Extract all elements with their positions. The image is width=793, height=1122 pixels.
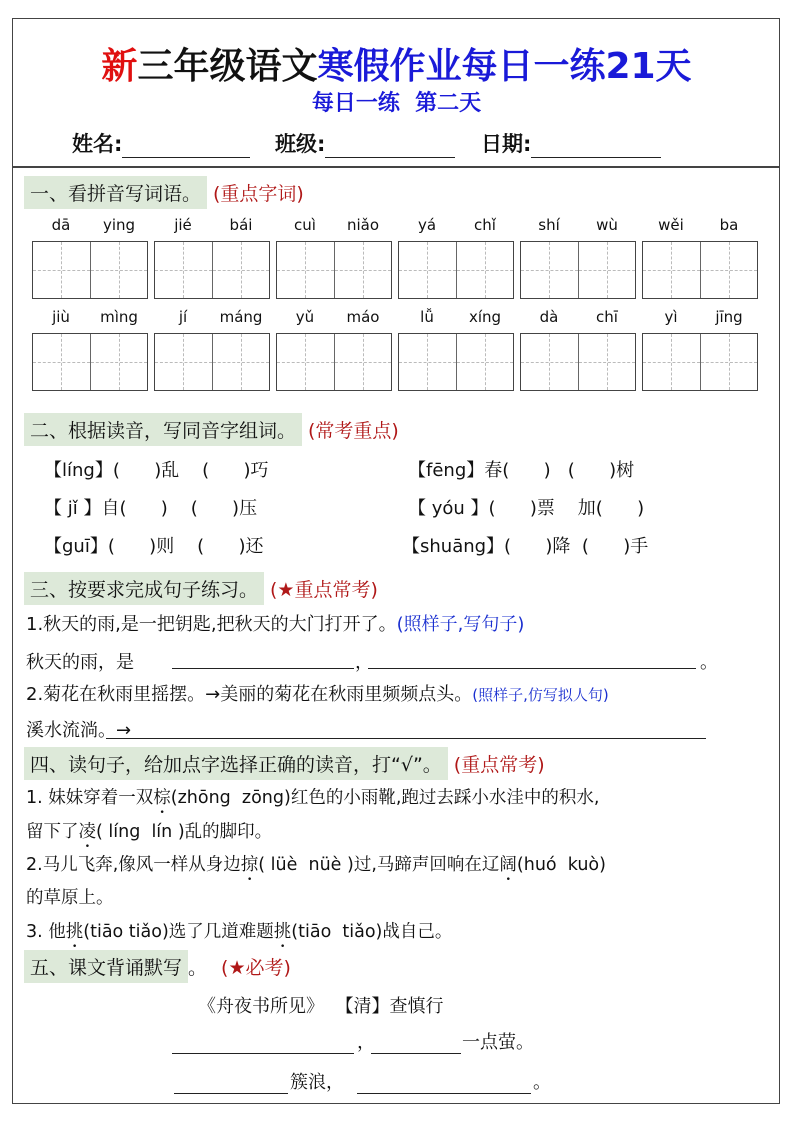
character-box-pair (642, 241, 758, 299)
homophone-item: 【 jǐ 】自( ) ( )压 (44, 498, 258, 519)
writing-cell[interactable] (701, 334, 758, 390)
sentence-text: (huó kuò) (516, 855, 606, 875)
name-label: 姓名: (72, 132, 123, 156)
title-part: 新 (101, 46, 138, 87)
pinyin-label: máng (219, 308, 263, 326)
poem-blank[interactable] (174, 1093, 288, 1094)
section-title: 四、读句子，给加点字选择正确的读音，打“√”。 (24, 747, 448, 780)
section-1-header (24, 176, 304, 209)
pinyin-label: wù (596, 216, 618, 234)
dotted-character: 挑 (273, 922, 292, 942)
writing-cell[interactable] (457, 334, 514, 390)
character-box-pair (154, 333, 270, 391)
class-field[interactable] (275, 128, 455, 158)
pinyin-label: cuì (294, 216, 316, 234)
dotted-character: 挑 (65, 922, 84, 942)
pinyin-label: shí (538, 216, 560, 234)
sentence-text: ( lüè nüè )过,马蹄声回响在辽 (258, 855, 500, 875)
poem-text: 簇浪， (290, 1072, 344, 1093)
writing-cell[interactable] (579, 334, 636, 390)
poem-blank[interactable] (371, 1053, 461, 1054)
pinyin-label: jié (174, 216, 192, 234)
character-box-pair (520, 241, 636, 299)
section-tag: (★必考) (221, 957, 291, 979)
section-3-header (24, 572, 378, 605)
pinyin-label: chī (596, 308, 618, 326)
homophone-item: 【fēng】春( ) ( )树 (408, 460, 635, 481)
writing-cell[interactable] (643, 334, 701, 390)
question-text: 1.秋天的雨,是一把钥匙,把秋天的大门打开了。 (26, 614, 397, 635)
section-tag: (常考重点) (308, 420, 399, 442)
section-tag: (重点常考) (453, 754, 545, 776)
answer-prompt: 秋天的雨，是 (26, 652, 134, 673)
writing-cell[interactable] (91, 334, 148, 390)
section-4-header (24, 747, 545, 780)
sentence-text: 2.马儿飞奔,像风一样从身边 (26, 855, 241, 875)
writing-cell[interactable] (335, 242, 392, 298)
pinyin-label: bái (229, 216, 253, 234)
section-2-header (24, 413, 399, 446)
worksheet-subtitle: 每日一练 第二天 (311, 91, 482, 116)
question-hint: (照样子,仿写拟人句) (472, 686, 609, 704)
date-label: 日期: (481, 132, 532, 156)
reading-line (26, 818, 272, 852)
writing-cell[interactable] (521, 242, 579, 298)
pinyin-label: jīng (715, 308, 743, 326)
writing-cell[interactable] (155, 334, 213, 390)
section-title: 二、根据读音，写同音字组词。 (24, 413, 302, 446)
pinyin-label: mìng (100, 308, 138, 326)
writing-cell[interactable] (579, 242, 636, 298)
sentence-text: (tiāo tiǎo)战自己。 (291, 922, 453, 942)
section-tag: (重点字词) (213, 183, 304, 205)
date-blank[interactable] (531, 133, 661, 158)
writing-cell[interactable] (33, 334, 91, 390)
writing-cell[interactable] (213, 242, 270, 298)
writing-cell[interactable] (155, 242, 213, 298)
sentence-text: ( líng lín )乱的脚印。 (96, 822, 273, 842)
reading-line (26, 851, 606, 885)
pinyin-label: xíng (468, 308, 502, 326)
question-3-2 (26, 680, 609, 706)
pinyin-label: yá (417, 216, 437, 234)
character-box-pair (276, 333, 392, 391)
title-part: 三年级语文 (137, 46, 318, 87)
character-box-pair (642, 333, 758, 391)
writing-cell[interactable] (457, 242, 514, 298)
title-part: 寒假作业每日一练21天 (317, 46, 692, 87)
writing-cell[interactable] (213, 334, 270, 390)
writing-cell[interactable] (399, 334, 457, 390)
poem-blank[interactable] (357, 1093, 531, 1094)
homophone-item: 【líng】( )乱 ( )巧 (44, 460, 269, 481)
pinyin-label: chǐ (474, 216, 496, 234)
section-title: 一、看拼音写词语。 (24, 176, 207, 209)
answer-blank[interactable] (368, 668, 696, 669)
character-box-pair (520, 333, 636, 391)
reading-line (26, 884, 114, 909)
writing-cell[interactable] (335, 334, 392, 390)
writing-cell[interactable] (91, 242, 148, 298)
question-text: 2.菊花在秋雨里摇摆。→美丽的菊花在秋雨里频频点头。 (26, 684, 473, 705)
date-field[interactable] (481, 128, 661, 158)
dotted-character: 掠 (240, 855, 259, 875)
answer-blank[interactable] (106, 738, 466, 739)
header-divider (12, 166, 780, 168)
poem-title: 《舟夜书所见》 【清】查慎行 (198, 996, 444, 1017)
punct: 。 (700, 652, 718, 673)
name-blank[interactable] (122, 133, 250, 158)
sentence-text: (tiāo tiǎo)选了几道难题 (83, 922, 274, 942)
homophone-item: 【 yóu 】( )票 加( ) (408, 498, 645, 519)
pinyin-label: lǚ (420, 308, 434, 326)
sentence-text: (zhōng zōng)红色的小雨靴,跑过去踩小水洼中的积水, (170, 788, 600, 808)
question-3-1 (26, 610, 524, 636)
writing-cell[interactable] (643, 242, 701, 298)
pinyin-label: yì (664, 308, 678, 326)
sentence-text: 留下了 (26, 822, 79, 842)
character-box-pair (398, 333, 514, 391)
answer-blank[interactable] (172, 668, 354, 669)
poem-text: 一点萤。 (462, 1032, 534, 1053)
pinyin-label: yǔ (295, 308, 315, 326)
punct: 。 (188, 957, 208, 979)
writing-cell[interactable] (701, 242, 758, 298)
answer-prompt: 溪水流淌。→ (26, 720, 132, 741)
pinyin-label: jiù (52, 308, 70, 326)
reading-line (26, 784, 599, 818)
answer-blank[interactable] (466, 738, 706, 739)
writing-cell[interactable] (277, 242, 335, 298)
homophone-item: 【shuāng】( )降 ( )手 (402, 536, 649, 557)
writing-cell[interactable] (399, 242, 457, 298)
section-title: 五、课文背诵默写 (24, 950, 188, 983)
character-box-pair (32, 333, 148, 391)
class-label: 班级: (275, 132, 326, 156)
poem-blank[interactable] (172, 1053, 354, 1054)
punct: 。 (533, 1072, 551, 1093)
punct: ， (355, 652, 373, 673)
pinyin-label: máo (346, 308, 380, 326)
pinyin-label: wěi (658, 216, 684, 234)
sentence-text: 1. 妹妹穿着一双 (26, 788, 154, 808)
pinyin-label: jí (178, 308, 188, 326)
character-box-pair (32, 241, 148, 299)
section-5-header (24, 950, 291, 983)
question-hint: (照样子,写句子) (396, 614, 525, 635)
punct: ， (357, 1032, 375, 1053)
pinyin-label: ying (102, 216, 136, 234)
dotted-character: 凌 (78, 822, 96, 842)
name-field[interactable] (72, 128, 250, 158)
dotted-character: 棕 (153, 788, 171, 808)
pinyin-label: dā (51, 216, 71, 234)
writing-cell[interactable] (33, 242, 91, 298)
pinyin-label: niǎo (346, 216, 380, 234)
dotted-character: 阔 (499, 855, 517, 875)
sentence-text: 3. 他 (26, 922, 66, 942)
reading-line (26, 918, 452, 952)
character-box-pair (154, 241, 270, 299)
section-tag: (★重点常考) (270, 579, 378, 601)
section-title: 三、按要求完成句子练习。 (24, 572, 264, 605)
character-box-pair (398, 241, 514, 299)
sentence-text: 的草原上。 (26, 888, 114, 908)
pinyin-label: dà (539, 308, 559, 326)
character-box-pair (276, 241, 392, 299)
pinyin-label: ba (719, 216, 739, 234)
writing-cell[interactable] (521, 334, 579, 390)
class-blank[interactable] (325, 133, 455, 158)
worksheet-title (0, 38, 793, 89)
homophone-item: 【guī】( )则 ( )还 (44, 536, 264, 557)
writing-cell[interactable] (277, 334, 335, 390)
